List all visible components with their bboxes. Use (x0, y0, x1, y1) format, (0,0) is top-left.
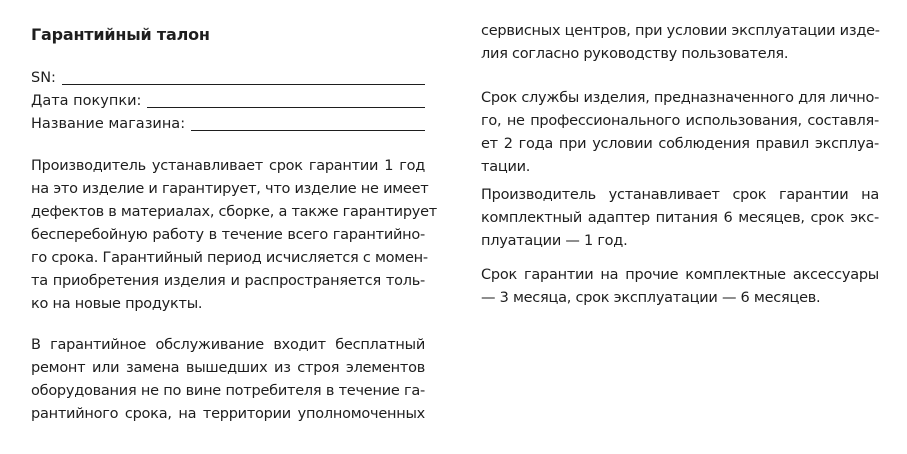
paragraph-line: ремонт или замена вышедших из строя элементов (31, 360, 425, 376)
store-name-field (31, 114, 425, 134)
store-name-blank-line (191, 130, 425, 131)
paragraph-line: тации. (481, 159, 531, 175)
paragraph-line: сервисных центров, при условии эксплуатации изде- (481, 23, 880, 39)
paragraph-line: го, не профессионального использования, составля- (481, 113, 879, 129)
paragraph-line: плуатации — 1 год. (481, 233, 628, 249)
warranty-service-paragraph (31, 334, 425, 426)
warranty-terms-paragraph (31, 155, 437, 316)
paragraph-line: бесперебойную работу в течение всего гарантийно- (31, 227, 425, 243)
store-name-label: Название магазина: (31, 116, 186, 132)
paragraph-line: дефектов в материалах, сборке, а также гарантирует (31, 204, 437, 220)
paragraph-line: В гарантийное обслуживание входит бесплатный (31, 337, 425, 353)
power-adapter-warranty-paragraph (481, 184, 879, 253)
paragraph-line: ет 2 года при условии соблюдения правил эксплуа- (481, 136, 879, 152)
serial-number-label: SN: (31, 70, 56, 86)
paragraph-line: го срока. Гарантийный период исчисляется с момен- (31, 250, 428, 266)
paragraph-line: — 3 месяца, срок эксплуатации — 6 месяцев. (481, 290, 821, 306)
paragraph-line: Производитель устанавливает срок гарантии 1 год (31, 158, 425, 174)
serial-number-field (31, 68, 425, 88)
paragraph-line: оборудования не по вине потребителя в течение га- (31, 383, 425, 399)
accessories-warranty-paragraph (481, 264, 879, 310)
serial-number-blank-line (62, 84, 425, 85)
paragraph-line: лия согласно руководству пользователя. (481, 46, 789, 62)
paragraph-line: Производитель устанавливает срок гарантии на (481, 187, 879, 203)
paragraph-line: комплектный адаптер питания 6 месяцев, срок экс- (481, 210, 879, 226)
page-title: Гарантийный талон (31, 25, 210, 44)
purchase-date-label: Дата покупки: (31, 93, 142, 109)
paragraph-line: Срок службы изделия, предназначенного для лично- (481, 90, 880, 106)
paragraph-line: рантийного срока, на территории уполномоченных (31, 406, 425, 422)
service-centers-paragraph (481, 20, 879, 66)
paragraph-line: на это изделие и гарантирует, что изделие не имеет (31, 181, 429, 197)
purchase-date-blank-line (147, 107, 425, 108)
paragraph-line: та приобретения изделия и распространяется толь- (31, 273, 425, 289)
purchase-date-field (31, 91, 425, 111)
paragraph-line: ко на новые продукты. (31, 296, 203, 312)
paragraph-line: Срок гарантии на прочие комплектные аксессуары (481, 267, 879, 283)
service-life-paragraph (481, 87, 879, 179)
